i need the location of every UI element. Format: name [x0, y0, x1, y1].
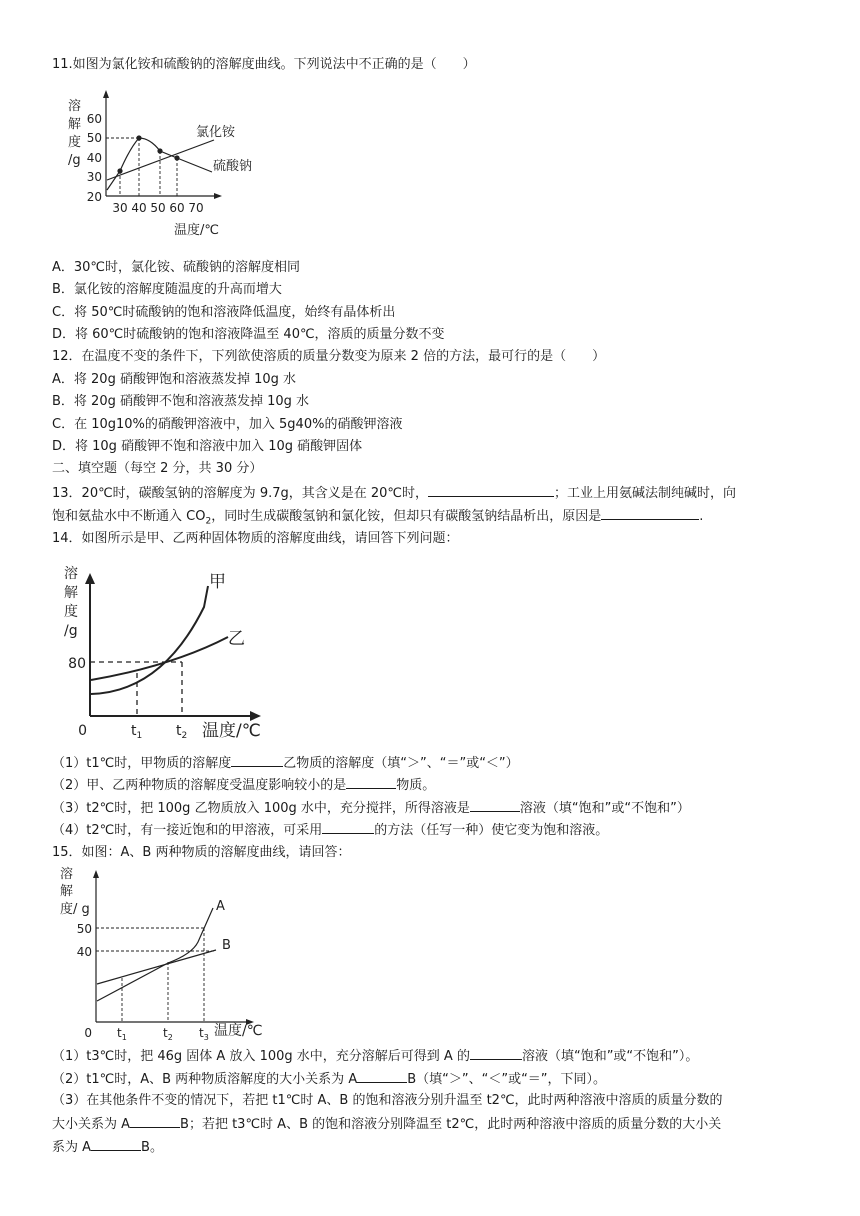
svg-text:溶: 溶: [68, 99, 82, 114]
q11-ytick-30: 30: [86, 170, 102, 184]
svg-text:度: 度: [64, 604, 78, 620]
q14-stem: 14．如图所示是甲、乙两种固体物质的溶解度曲线，请回答下列问题：: [52, 531, 459, 546]
q15-blank-1[interactable]: [470, 1046, 522, 1060]
q14-blank-2[interactable]: [346, 775, 396, 789]
q14-blank-3[interactable]: [470, 798, 520, 812]
q15-blank-4[interactable]: [91, 1137, 141, 1151]
q13-blank-2[interactable]: [601, 506, 699, 520]
q11-curve-label-nh4cl: 氯化铵: [196, 125, 236, 140]
q11-option-a: A．30℃时，氯化铵、硫酸钠的溶解度相同: [52, 260, 301, 275]
q15-y-axis-label: [60, 866, 90, 917]
q15-blank-2[interactable]: [357, 1069, 407, 1083]
q11-stem: 11.如图为氯化铵和硫酸钠的溶解度曲线。下列说法中不正确的是（ ）: [52, 57, 476, 72]
q15-origin: 0: [84, 1026, 92, 1040]
q11-x-arrow: [214, 193, 222, 199]
svg-text:度: 度: [68, 135, 82, 150]
q15-curve-label-a: A: [216, 899, 225, 914]
q14-xtick-t1: $t_1$: [131, 723, 143, 741]
q14-curve-yi: [91, 637, 228, 680]
q14-graph: [62, 562, 272, 750]
q14-ytick-80: 80: [68, 656, 86, 672]
q11-xtick-40: 40: [131, 201, 147, 215]
q14-sub2: （2）甲、乙两种物质的溶解度受温度影响较小的是 物质。: [52, 775, 435, 794]
q11-option-d: D．将 60℃时硫酸钠的饱和溶液降温至 40℃，溶质的质量分数不变: [52, 327, 445, 342]
svg-text:解: 解: [64, 585, 78, 601]
q11-ytick-60: 60: [86, 112, 102, 126]
q12-option-b: B．将 20g 硝酸钾不饱和溶液蒸发掉 10g 水: [52, 394, 310, 409]
section-heading: 二、填空题（每空 2 分，共 30 分）: [52, 461, 263, 476]
q12-option-c: C．在 10g10%的硝酸钾溶液中，加入 5g40%的硝酸钾溶液: [52, 417, 403, 432]
q11-y-arrow: [103, 90, 109, 98]
q15-sub3-line3: 系为 A B。: [52, 1137, 163, 1156]
q14-curve-label-yi: 乙: [228, 629, 245, 649]
q14-xtick-t2: $t_2$: [176, 723, 188, 741]
q14-blank-1[interactable]: [231, 753, 283, 767]
q11-y-ticks: [87, 112, 102, 204]
q15-sub1: （1）t3℃时，把 46g 固体 A 放入 100g 水中，充分溶解后可得到 A 的 溶液（填“饱和”或“不饱和”）。: [52, 1046, 698, 1065]
q13-line2: 饱和氨盐水中不断通入 $CO_2$，同时生成碳酸氢钠和氯化铵，但却只有碳酸氢钠结晶析出，原因是 .: [52, 506, 703, 531]
q13-line1: 13．20℃时，碳酸氢钠的溶解度为 9.7g，其含义是在 20℃时， ；工业上用氨碱法制纯碱时，向: [52, 483, 736, 502]
q14-origin: 0: [78, 723, 87, 739]
q15-curve-b: [97, 950, 216, 984]
q11-xtick-50: 50: [150, 201, 166, 215]
svg-text:解: 解: [60, 884, 74, 899]
q15-sub2: （2）t1℃时，A、B 两种物质溶解度的大小关系为 A B（填“＞”、“＜”或“＝”，下同）。: [52, 1069, 606, 1088]
q12-option-a: A．将 20g 硝酸钾饱和溶液蒸发掉 10g 水: [52, 372, 297, 387]
q11-y-axis-label: [68, 98, 81, 168]
q15-ytick-50: 50: [76, 922, 92, 936]
q14-blank-4[interactable]: [322, 820, 374, 834]
q14-sub3: （3）t2℃时，把 100g 乙物质放入 100g 水中，充分搅拌，所得溶液是 溶液（填“饱和”或“不饱和”）: [52, 798, 690, 817]
q14-x-axis-label: 温度/℃: [202, 721, 261, 741]
q11-xtick-30: 30: [112, 201, 128, 215]
q14-curve-label-jia: 甲: [209, 572, 226, 592]
svg-text:溶: 溶: [60, 867, 74, 882]
q15-curve-label-b: B: [222, 938, 231, 953]
q15-xtick-t2: $t_2$: [163, 1026, 173, 1042]
q15-curve-a: [97, 908, 213, 1001]
q15-graph: [58, 862, 268, 1042]
q15-xtick-t1: $t_1$: [117, 1026, 127, 1042]
q11-ytick-50: 50: [86, 131, 102, 145]
q15-sub3-line2: 大小关系为 A B；若把 t3℃时 A、B 的饱和溶液分别降温至 t2℃，此时两种溶液中溶质的质量分数的大小关: [52, 1114, 721, 1133]
q11-option-b: B．氯化铵的溶解度随温度的升高而增大: [52, 282, 282, 297]
q14-y-axis-label: [64, 565, 78, 639]
q11-curve-label-na2so4: 硫酸钠: [213, 159, 253, 174]
q15-xtick-t3: $t_3$: [199, 1026, 209, 1042]
q15-stem: 15．如图：A、B 两种物质的溶解度曲线，请回答：: [52, 845, 351, 860]
q14-curve-jia: [91, 586, 208, 694]
q15-x-axis-label: 温度/℃: [214, 1023, 263, 1039]
q14-x-arrow: [250, 711, 261, 721]
q11-x-ticks: [112, 201, 203, 215]
q12-option-d: D．将 10g 硝酸钾不饱和溶液中加入 10g 硝酸钾固体: [52, 439, 363, 454]
q13-blank-1[interactable]: [428, 483, 554, 497]
q11-x-axis-label: 温度/℃: [174, 223, 219, 238]
q14-y-arrow: [85, 573, 95, 584]
q11-xtick-70: 70: [188, 201, 204, 215]
q11-ytick-40: 40: [86, 151, 102, 165]
svg-text:/g: /g: [64, 623, 78, 639]
svg-text:溶: 溶: [64, 566, 78, 582]
q12-stem: 12．在温度不变的条件下，下列欲使溶质的质量分数变为原来 2 倍的方法，最可行的是（ ）: [52, 349, 606, 364]
q14-sub1: （1）t1℃时，甲物质的溶解度 乙物质的溶解度（填“＞”、“＝”或“＜”）: [52, 753, 519, 772]
q11-curve-na2so4: [107, 138, 212, 190]
svg-text:/g: /g: [68, 153, 81, 168]
q11-xtick-60: 60: [169, 201, 185, 215]
q14-sub4: （4）t2℃时，有一接近饱和的甲溶液，可采用 的方法（任写一种）使它变为饱和溶液。: [52, 820, 608, 839]
q11-graph: [66, 90, 266, 240]
svg-text:解: 解: [68, 117, 82, 132]
q11-option-c: C．将 50℃时硫酸钠的饱和溶液降低温度，始终有晶体析出: [52, 305, 396, 320]
q11-ytick-20: 20: [86, 190, 102, 204]
q15-y-arrow: [93, 870, 99, 878]
q15-blank-3[interactable]: [130, 1114, 180, 1128]
q15-ytick-40: 40: [76, 945, 92, 959]
q15-sub3-line1: （3）在其他条件不变的情况下，若把 t1℃时 A、B 的饱和溶液分别升温至 t2℃，此时两种溶液中溶质的质量分数的: [52, 1093, 723, 1108]
svg-text:度/ g: 度/ g: [60, 902, 90, 917]
q11-curve-nh4cl: [107, 140, 214, 180]
